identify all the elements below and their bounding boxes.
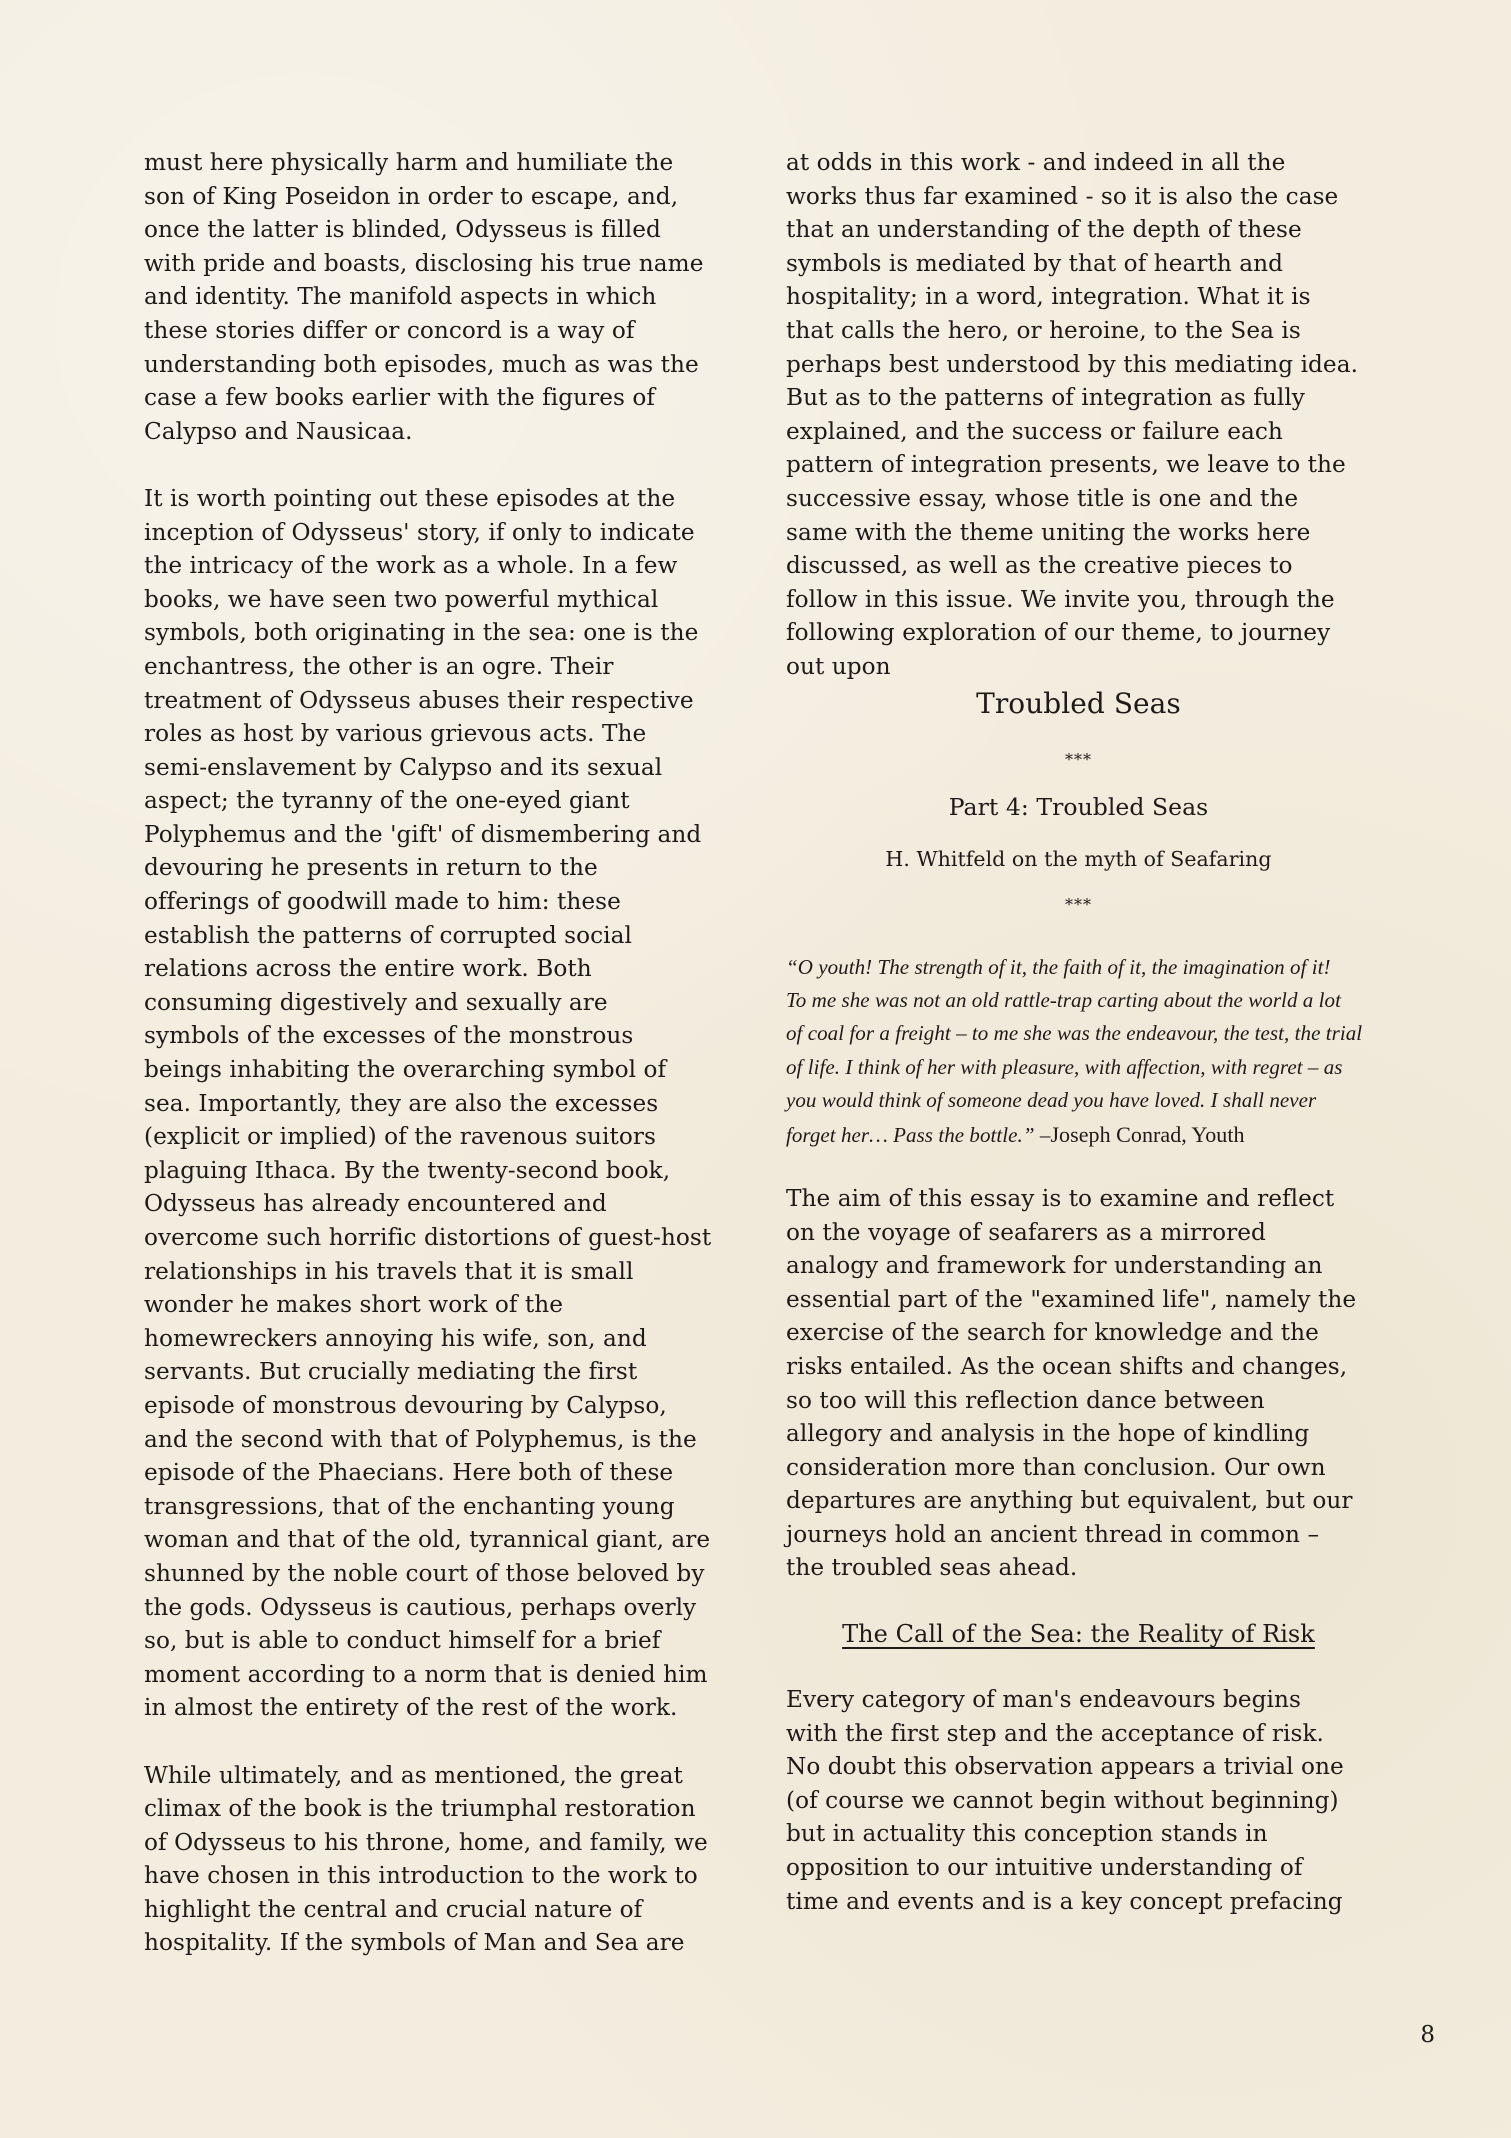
text-line: shunned by the noble court of those beloved by <box>144 1559 705 1587</box>
text-line: following exploration of our theme, to journey <box>786 619 1331 647</box>
left-paragraph-3 <box>144 1759 724 1961</box>
text-line: with the first step and the acceptance of risk. <box>786 1719 1324 1747</box>
text-line: explained, and the success or failure each <box>786 417 1283 445</box>
text-line: same with the theme uniting the works here <box>786 518 1311 546</box>
text-line: but in actuality this conception stands in <box>786 1820 1268 1848</box>
separator-stars-2: *** <box>1065 894 1092 914</box>
text-line: on the voyage of seafarers as a mirrored <box>786 1218 1266 1246</box>
text-line: understanding both episodes, much as was the <box>144 350 699 378</box>
text-line: perhaps best understood by this mediating idea. <box>786 350 1358 378</box>
text-line: you would think of someone dead you have loved. I shall never <box>786 1088 1317 1113</box>
text-line: that an understanding of the depth of these <box>786 216 1302 244</box>
text-line: that calls the hero, or heroine, to the Sea is <box>786 316 1301 344</box>
text-line: so, but is able to conduct himself for a brief <box>144 1627 661 1655</box>
quote-last-line <box>786 1118 1371 1152</box>
text-line: the troubled seas ahead. <box>786 1554 1078 1582</box>
text-line: beings inhabiting the overarching symbol of <box>144 1056 667 1084</box>
text-line: must here physically harm and humiliate the <box>144 149 674 176</box>
text-line: offerings of goodwill made to him: these <box>144 888 621 916</box>
text-line: enchantress, the other is an ogre. Their <box>144 652 614 680</box>
right-paragraph-3 <box>786 1683 1371 1918</box>
text-line: inception of Odysseus' story, if only to indicate <box>144 518 695 546</box>
text-line: with pride and boasts, disclosing his true name <box>144 249 704 277</box>
text-line: allegory and analysis in the hope of kindling <box>786 1420 1310 1448</box>
text-line: Every category of man's endeavours begins <box>786 1686 1301 1714</box>
text-line: roles as host by various grievous acts. The <box>144 720 647 748</box>
author-byline: H. Whitfeld on the myth of Seafaring <box>885 846 1272 871</box>
text-line: The aim of this essay is to examine and reflect <box>786 1184 1335 1212</box>
section-heading: The Call of the Sea: the Reality of Risk <box>842 1620 1315 1649</box>
text-line: so too will this reflection dance between <box>786 1386 1265 1414</box>
text-line: relationships in his travels that it is small <box>144 1257 634 1285</box>
text-line: episode of the Phaecians. Here both of these <box>144 1459 674 1487</box>
essay-series-title: Troubled Seas <box>976 686 1181 720</box>
text-line: overcome such horrific distortions of guest-host <box>144 1224 712 1251</box>
right-column <box>786 146 1371 1918</box>
text-line: relations across the entire work. Both <box>144 955 592 983</box>
text-line: of coal for a freight – to me she was the endeavour, the test, the trial <box>786 1021 1363 1046</box>
text-line: case a few books earlier with the figures of <box>144 384 656 412</box>
text-line: time and events and is a key concept prefacing <box>786 1887 1343 1915</box>
quote-last-italic: forget her… Pass the bottle.” – <box>786 1122 1051 1147</box>
text-line: transgressions, that of the enchanting young <box>144 1492 675 1520</box>
text-line: works thus far examined - so it is also the case <box>786 182 1339 210</box>
text-line: out upon <box>786 652 891 680</box>
text-line: pattern of integration presents, we leave to the <box>786 451 1346 479</box>
text-line: symbols is mediated by that of hearth and <box>786 249 1284 277</box>
text-line: consuming digestively and sexually are <box>144 988 608 1016</box>
text-line: plaguing Ithaca. By the twenty-second book, <box>144 1156 671 1184</box>
text-line: opposition to our intuitive understanding of <box>786 1854 1303 1882</box>
text-line: It is worth pointing out these episodes at the <box>144 484 676 512</box>
text-line: But as to the patterns of integration as fully <box>786 384 1305 412</box>
right-paragraph-2 <box>786 1182 1371 1585</box>
text-line: consideration more than conclusion. Our own <box>786 1453 1326 1481</box>
text-line: servants. But crucially mediating the first <box>144 1358 638 1386</box>
text-line: the gods. Odysseus is cautious, perhaps overly <box>144 1593 697 1621</box>
text-line: of Odysseus to his throne, home, and family, we <box>144 1828 708 1856</box>
text-line: son of King Poseidon in order to escape, and, <box>144 182 679 210</box>
separator-stars: *** <box>1065 749 1092 769</box>
text-line: (explicit or implied) of the ravenous suitors <box>144 1123 656 1151</box>
text-line: While ultimately, and as mentioned, the great <box>144 1761 683 1789</box>
text-line: of life. I think of her with pleasure, with affection, with regret – as <box>786 1054 1343 1079</box>
text-line: and identity. The manifold aspects in which <box>144 283 657 311</box>
text-line: establish the patterns of corrupted social <box>144 921 632 949</box>
part-title: Part 4: Troubled Seas <box>948 792 1209 821</box>
text-line: once the latter is blinded, Odysseus is filled <box>144 216 661 244</box>
text-line: departures are anything but equivalent, but our <box>786 1487 1353 1515</box>
text-line: homewreckers annoying his wife, son, and <box>144 1324 647 1352</box>
page-number: 8 <box>1420 2022 1435 2048</box>
text-line: discussed, as well as the creative pieces to <box>786 552 1293 580</box>
text-line: Polyphemus and the 'gift' of dismembering and <box>144 820 702 848</box>
left-column <box>144 146 724 1960</box>
text-line: Calypso and Nausicaa. <box>144 417 413 445</box>
text-line: symbols, both originating in the sea: one is the <box>144 619 699 647</box>
text-line: in almost the entirety of the rest of the work. <box>144 1694 678 1722</box>
right-paragraph-1 <box>786 146 1371 684</box>
text-line: wonder he makes short work of the <box>144 1291 564 1319</box>
text-line: woman and that of the old, tyrannical giant, are <box>144 1526 711 1554</box>
text-line: (of course we cannot begin without beginning) <box>786 1786 1339 1814</box>
text-line: semi-enslavement by Calypso and its sexual <box>144 753 663 781</box>
text-line: moment according to a norm that is denied him <box>144 1660 708 1688</box>
left-paragraph-1 <box>144 146 724 448</box>
text-line: essential part of the "examined life", namely the <box>786 1285 1357 1313</box>
text-line: sea. Importantly, they are also the excesses <box>144 1089 659 1117</box>
text-line: highlight the central and crucial nature of <box>144 1895 643 1923</box>
text-line: follow in this issue. We invite you, through the <box>786 585 1335 613</box>
text-line: hospitality. If the symbols of Man and Sea are <box>144 1929 685 1957</box>
text-line: No doubt this observation appears a trivial one <box>786 1753 1344 1781</box>
text-line: treatment of Odysseus abuses their respective <box>144 686 694 714</box>
text-line: books, we have seen two powerful mythical <box>144 585 659 613</box>
text-line: at odds in this work - and indeed in all the <box>786 149 1286 176</box>
text-line: devouring he presents in return to the <box>144 854 598 882</box>
left-paragraph-2 <box>144 482 724 1725</box>
text-line: journeys hold an ancient thread in common – <box>786 1520 1320 1548</box>
quote-lines <box>786 951 1371 1118</box>
text-line: analogy and framework for understanding an <box>786 1252 1323 1280</box>
text-line: aspect; the tyranny of the one-eyed giant <box>144 787 630 815</box>
text-line: To me she was not an old rattle-trap carting about the world a lot <box>786 987 1341 1012</box>
quote-attribution: Joseph Conrad, Youth <box>1050 1121 1245 1147</box>
text-line: Odysseus has already encountered and <box>144 1190 607 1218</box>
text-line: risks entailed. As the ocean shifts and changes, <box>786 1352 1348 1380</box>
text-line: hospitality; in a word, integration. What it is <box>786 283 1311 311</box>
text-line: the intricacy of the work as a whole. In a few <box>144 552 678 580</box>
text-line: and the second with that of Polyphemus, is the <box>144 1425 697 1453</box>
epigraph-quote <box>786 951 1371 1152</box>
text-line: successive essay, whose title is one and the <box>786 484 1299 512</box>
text-line: climax of the book is the triumphal restoration <box>144 1795 696 1823</box>
text-line: exercise of the search for knowledge and the <box>786 1319 1319 1347</box>
text-line: these stories differ or concord is a way of <box>144 316 635 344</box>
text-line: “O youth! The strength of it, the faith of it, the imagination of it! <box>786 954 1331 979</box>
text-line: episode of monstrous devouring by Calypso, <box>144 1391 667 1419</box>
text-line: have chosen in this introduction to the work to <box>144 1862 698 1890</box>
text-line: symbols of the excesses of the monstrous <box>144 1022 634 1050</box>
